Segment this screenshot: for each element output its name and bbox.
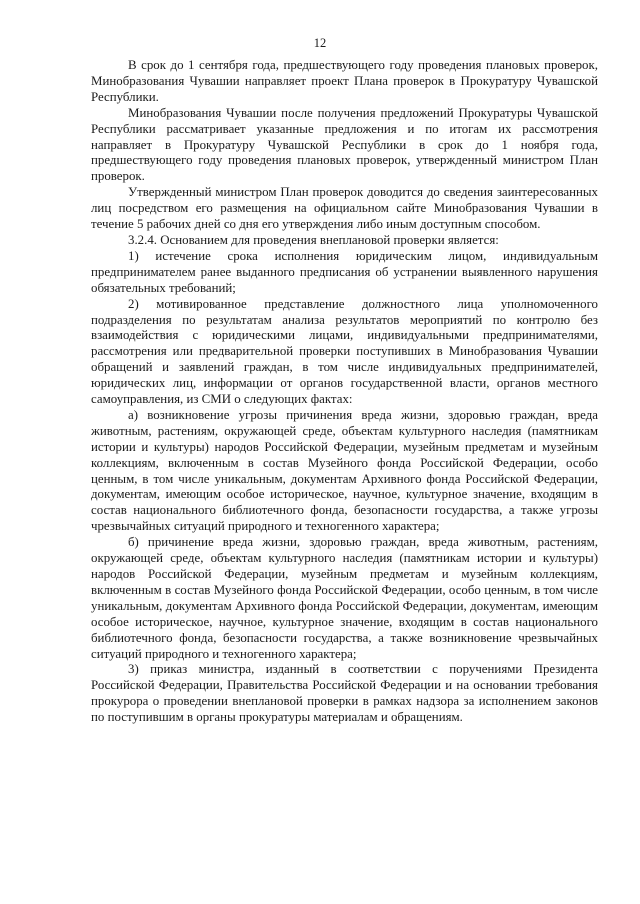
- paragraph-ground-3: 3) приказ министра, изданный в соответствии с поручениями Президента Российской Федерации, Правительства Российской Федерации и на основании требования прокурора о проведении внеплановой проверки в рамках надзора за исполнением законов по поступившим в органы прокуратуры материалам и обращениям.: [91, 662, 598, 725]
- paragraph-unscheduled-grounds-heading: 3.2.4. Основанием для проведения внеплановой проверки является:: [128, 232, 499, 247]
- paragraph-ground-2: 2) мотивированное представление должностного лица уполномоченного подразделения по результатам анализа результатов мероприятий по контролю без взаимодействия с юридическими лицами, индивидуальными предпринимателями, рассмотрения или предварительной проверки поступивших в Минобразования Чувашии обращений и заявлений граждан, в том числе индивидуальных предпринимателей, юридических лиц, информации от органов государственной власти, органов местного самоуправления, из СМИ о следующих фактах:: [91, 296, 598, 407]
- paragraph-ground-1: 1) истечение срока исполнения юридическим лицом, индивидуальным предпринимателем ранее выданного предписания об устранении выявленного нарушения обязательных требований;: [91, 248, 598, 295]
- page-number: 12: [313, 36, 327, 50]
- paragraph-ground-2b: б) причинение вреда жизни, здоровью граждан, вреда животным, растениям, окружающей среде, объектам культурного наследия (памятникам истории и культуры) народов Российской Федерации, музейным предметам и музейным коллекциям, включенным в состав Музейного фонда Российской Федерации, особо ценным, в том числе уникальным, документам Архивного фонда Российской Федерации, документам, имеющим особое историческое, научное, культурное значение, входящим в состав национального библиотечного фонда, безопасности государства, а также возникновение чрезвычайных ситуаций природного и техногенного характера;: [91, 535, 598, 661]
- document-body: [91, 58, 598, 726]
- paragraph-prosecutor-proposals: Минобразования Чувашии после получения предложений Прокуратуры Чувашской Республики рассматривает указанные предложения и по итогам их рассмотрения направляет в Прокуратуру Чувашской Республики в срок до 1 ноября года, предшествующего году проведения плановых проверок, утвержденный министром План проверок.: [91, 105, 598, 184]
- paragraph-plan-publication: Утвержденный министром План проверок доводится до сведения заинтересованных лиц посредством его размещения на официальном сайте Минобразования Чувашии в течение 5 рабочих дней со дня его утверждения либо иным доступным способом.: [91, 185, 598, 232]
- paragraph-plan-draft-deadline: В срок до 1 сентября года, предшествующего году проведения плановых проверок, Минобразования Чувашии направляет проект Плана проверок в Прокуратуру Чувашской Республики.: [91, 58, 598, 104]
- paragraph-ground-2a: а) возникновение угрозы причинения вреда жизни, здоровью граждан, вреда животным, растениям, окружающей среде, объектам культурного наследия (памятникам истории и культуры) народов Российской Федерации, музейным предметам и музейным коллекциям, включенным в состав Музейного фонда Российской Федерации, особо ценным, в том числе уникальным, документам Архивного фонда Российской Федерации, документам, имеющим особое историческое, научное, культурное значение, входящим в состав национального библиотечного фонда, безопасности государства, а также угрозы чрезвычайных ситуаций природного и техногенного характера;: [91, 407, 598, 534]
